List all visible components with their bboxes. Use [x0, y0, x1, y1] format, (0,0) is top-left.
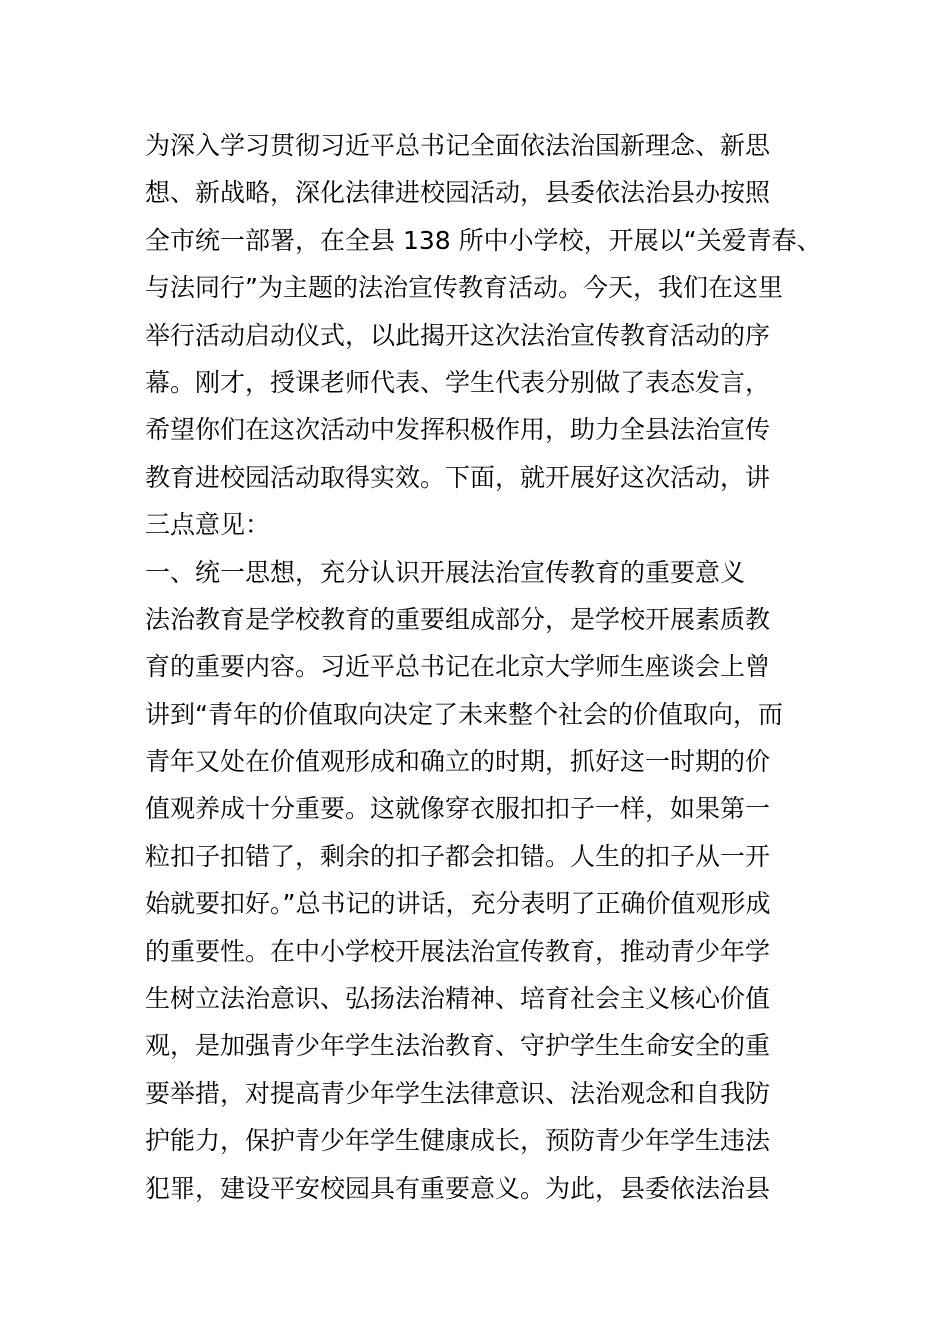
- paragraph-line-23: 犯罪，建设平安校园具有重要意义。为此，县委依法治县: [145, 1173, 771, 1203]
- paragraph-line-20: 观，是加强青少年学生法治教育、守护学生生命安全的重: [145, 1031, 771, 1061]
- paragraph-line-15: 值观养成十分重要。这就像穿衣服扣扣子一样，如果第一: [145, 794, 771, 824]
- paragraph-line-6: 幕。刚才，授课老师代表、学生代表分别做了表态发言，: [145, 367, 771, 397]
- paragraph-line-11: 法治教育是学校教育的重要组成部分，是学校开展素质教: [145, 604, 771, 634]
- paragraph-line-21: 要举措，对提高青少年学生法律意识、法治观念和自我防: [145, 1078, 771, 1108]
- paragraph-line-3: 全市统一部署，在全县 138 所中小学校，开展以“关爱青春、: [145, 225, 822, 255]
- paragraph-line-22: 护能力，保护青少年学生健康成长，预防青少年学生违法: [145, 1126, 771, 1156]
- paragraph-line-18: 的重要性。在中小学校开展法治宣传教育，推动青少年学: [145, 936, 771, 966]
- paragraph-line-13: 讲到“青年的价值取向决定了未来整个社会的价值取向，而: [145, 699, 783, 729]
- paragraph-line-7: 希望你们在这次活动中发挥积极作用，助力全县法治宣传: [145, 415, 771, 445]
- paragraph-line-5: 举行活动启动仪式，以此揭开这次法治宣传教育活动的序: [145, 320, 771, 350]
- paragraph-line-12: 育的重要内容。习近平总书记在北京大学师生座谈会上曾: [145, 652, 771, 682]
- paragraph-line-17: 始就要扣好。”总书记的讲话，充分表明了正确价值观形成: [145, 889, 771, 919]
- paragraph-line-14: 青年又处在价值观形成和确立的时期，抓好这一时期的价: [145, 747, 771, 777]
- paragraph-line-16: 粒扣子扣错了，剩余的扣子都会扣错。人生的扣子从一开: [145, 841, 771, 871]
- body-text: [145, 122, 822, 1212]
- paragraph-line-4: 与法同行”为主题的法治宣传教育活动。今天，我们在这里: [145, 273, 783, 303]
- section-heading-1: 一、统一思想，充分认识开展法治宣传教育的重要意义: [145, 557, 746, 587]
- paragraph-line-1: 为深入学习贯彻习近平总书记全面依法治国新理念、新思: [145, 131, 771, 160]
- paragraph-line-19: 生树立法治意识、弘扬法治精神、培育社会主义核心价值: [145, 984, 771, 1014]
- paragraph-line-2: 想、新战略，深化法律进校园活动，县委依法治县办按照: [145, 178, 771, 208]
- paragraph-line-8: 教育进校园活动取得实效。下面，就开展好这次活动，讲: [145, 462, 771, 492]
- paragraph-line-9: 三点意见：: [145, 510, 271, 540]
